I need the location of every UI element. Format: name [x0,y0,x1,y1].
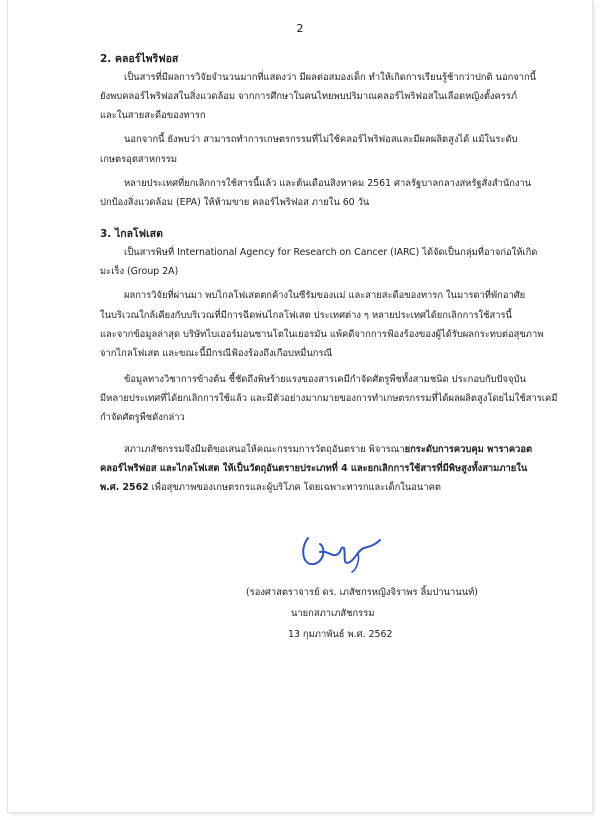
paragraph-line: นอกจากนี้ ยังพบว่า สามารถทำการเกษตรกรรมที่ไม่ใช้คลอร์ไพริฟอสและมีผลผลิตสูงได้ แม้ในระดับ [124,134,518,145]
paragraph-line: เกษตรอุตสาหกรรม [100,154,177,165]
proposal-text: สภาเภสัชกรรมจึงมีมติขอเสนอให้คณะกรรมการวัตถุอันตราย พิจารณา [124,444,405,455]
proposal-text: เพื่อสุขภาพของเกษตรกรและผู้บริโภค โดยเฉพาะทารกและเด็กในอนาคต [148,482,441,493]
paragraph-line: และจากข้อมูลล่าสุด บริษัทไบเออร์มอนซานโตในเยอรมัน แพ้คดีจากการฟ้องร้องของผู้ได้รับผลกระทบต่อสุขภาพ [100,329,544,340]
signatory-name: (รองศาสตราจารย์ ดร. เภสัชกรหญิงจิราพร ลิ้มปานานนท์) [246,587,478,598]
paragraph-line: ปกป้องสิ่งแวดล้อม (EPA) ให้ห้ามขาย คลอร์ไพริฟอส ภายใน 60 วัน [100,197,370,208]
summary-line: มีหลายประเทศที่ได้ยกเลิกการใช้แล้ว และมีตัวอย่างมากมายของการทำเกษตรกรรมที่ได้ผลผลิตสูงโดยไม่ใช้สารเคมี [100,393,558,404]
section-heading-chlorpyrifos: 2. คลอร์ไพริฟอส [100,53,179,65]
proposal-line [100,480,441,495]
summary-line: กำจัดศัตรูพืชดังกล่าว [100,412,185,423]
section-heading-glyphosate: 3. ไกลโฟเสต [100,228,163,240]
summary-line: ข้อมูลทางวิชาการข้างต้น ชี้ชัดถึงพิษร้ายแรงของสารเคมีกำจัดศัตรูพืชทั้งสามชนิด ประกอบกับปัจจุบัน [124,374,526,385]
proposal-emphasis-line: คลอร์ไพริฟอส และไกลโฟเสต ให้เป็นวัตถุอันตรายประเภทที่ 4 และยกเลิกการใช้สารที่มีพิษสูงทั้งสามภายใน [100,463,528,474]
paragraph-line: ผลการวิจัยที่ผ่านมา พบไกลโฟเสตตกค้างในซีรัมของแม่ และสายสะดือของทารก ในมารดาที่พักอาศัย [124,290,526,301]
paragraph-line: เป็นสารที่มีผลการวิจัยจำนวนมากที่แสดงว่า มีผลต่อสมองเด็ก ทำให้เกิดการเรียนรู้ช้ากว่าปกติ นอกจากนี้ [124,72,537,83]
paragraph-line: จากไกลโฟเสต และขณะนี้มีกรณีฟ้องร้องถึงเกือบหมื่นกรณี [100,348,333,359]
paragraph-line: เป็นสารพิษที่ International Agency for Research on Cancer (IARC) ได้จัดเป็นกลุ่มที่อาจก่อให้เกิด [124,247,538,258]
signatory-position: นายกสภาเภสัชกรรม [291,608,375,619]
paragraph-line: มะเร็ง (Group 2A) [100,266,179,277]
paragraph-line: ในบริเวณใกล้เคียงกับบริเวณที่มีการฉีดพ่นไกลโฟเสต ประเทศต่าง ๆ หลายประเทศได้ยกเลิกการใช้สารนี้ [100,310,512,321]
proposal-emphasis: ยกระดับการควบคุม พาราควอต [404,444,533,455]
paper-sheet [8,0,592,812]
proposal-line [124,442,532,457]
signature [294,528,384,576]
page-number: 2 [296,22,304,35]
paragraph-line: หลายประเทศที่ยกเลิกการใช้สารนี้แล้ว และต้นเดือนสิงหาคม 2561 ศาลรัฐบาลกลางสหรัฐสั่งสำนักงาน [124,178,532,189]
paragraph-line: และในสายสะดือของทารก [100,110,206,121]
paragraph-line: ยังพบคลอร์ไพริฟอสในสิ่งแวดล้อม จากการศึกษาในคนไทยพบปริมาณคลอร์ไพริฟอสในเลือดหญิงตั้งครรภ์ [100,91,518,102]
proposal-year: พ.ศ. 2562 [100,482,149,493]
document-date: 13 กุมภาพันธ์ พ.ศ. 2562 [288,629,393,640]
